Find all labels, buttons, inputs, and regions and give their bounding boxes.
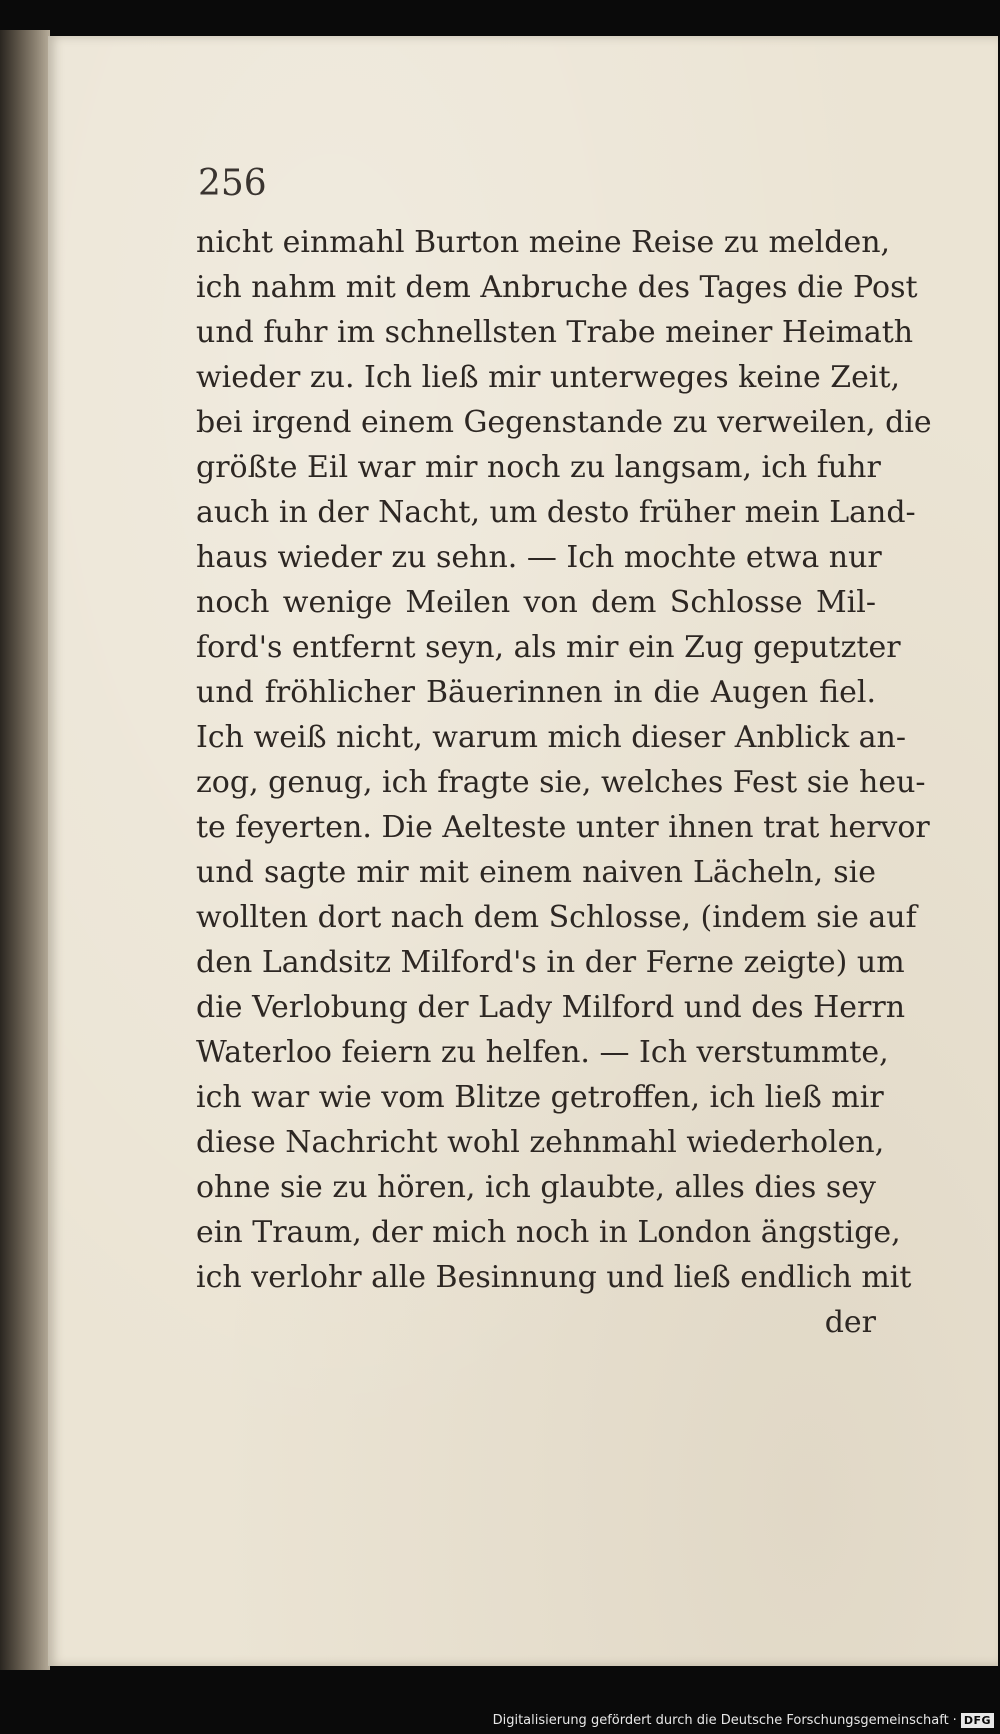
text-line: und sagte mir mit einem naiven Lächeln, sie <box>196 855 876 890</box>
text-line: die Verlobung der Lady Milford und des Herrn <box>196 990 906 1025</box>
credit-text: Digitalisierung gefördert durch die Deutsche Forschungsgemeinschaft <box>492 1713 949 1728</box>
text-line: wollten dort nach dem Schlosse, (indem sie auf <box>196 900 917 935</box>
text-line: den Landsitz Milford's in der Ferne zeigte) um <box>196 945 905 980</box>
text-line: und fröhlicher Bäuerinnen in die Augen fiel. <box>196 675 876 710</box>
page-number: 256 <box>198 163 267 204</box>
text-line: noch wenige Meilen von dem Schlosse Mil- <box>196 585 876 620</box>
separator-dot: · <box>952 1713 957 1728</box>
text-line: ich verlohr alle Besinnung und ließ endlich mit <box>196 1260 912 1295</box>
text-line: ein Traum, der mich noch in London ängstige, <box>196 1215 901 1250</box>
digitization-credit <box>493 1713 994 1728</box>
text-line: ohne sie zu hören, ich glaubte, alles dies sey <box>196 1170 876 1205</box>
text-line: diese Nachricht wohl zehnmahl wiederholen, <box>196 1125 885 1160</box>
body-text <box>196 220 932 1345</box>
text-line: bei irgend einem Gegenstande zu verweilen, die <box>196 405 932 440</box>
text-line: haus wieder zu sehn. — Ich mochte etwa nur <box>196 540 882 575</box>
text-line: nicht einmahl Burton meine Reise zu melden, <box>196 225 891 260</box>
text-line: ford's entfernt seyn, als mir ein Zug geputzter <box>196 630 901 665</box>
text-line: ich nahm mit dem Anbruche des Tages die Post <box>196 270 918 305</box>
text-line: te feyerten. Die Aelteste unter ihnen trat hervor <box>196 810 930 845</box>
text-line: auch in der Nacht, um desto früher mein Land- <box>196 495 916 530</box>
text-line: und fuhr im schnellsten Trabe meiner Heimath <box>196 315 914 350</box>
book-spine-edge <box>0 30 50 1670</box>
catchword: der <box>824 1305 876 1340</box>
text-line: zog, genug, ich fragte sie, welches Fest sie heu- <box>196 765 926 800</box>
text-line: Ich weiß nicht, warum mich dieser Anblick an- <box>196 720 907 755</box>
text-line: größte Eil war mir noch zu langsam, ich fuhr <box>196 450 881 485</box>
text-line: ich war wie vom Blitze getroffen, ich ließ mir <box>196 1080 884 1115</box>
text-line: Waterloo feiern zu helfen. — Ich verstummte, <box>196 1035 889 1070</box>
dfg-logo-icon: DFG <box>961 1713 994 1728</box>
text-line: wieder zu. Ich ließ mir unterweges keine Zeit, <box>196 360 901 395</box>
